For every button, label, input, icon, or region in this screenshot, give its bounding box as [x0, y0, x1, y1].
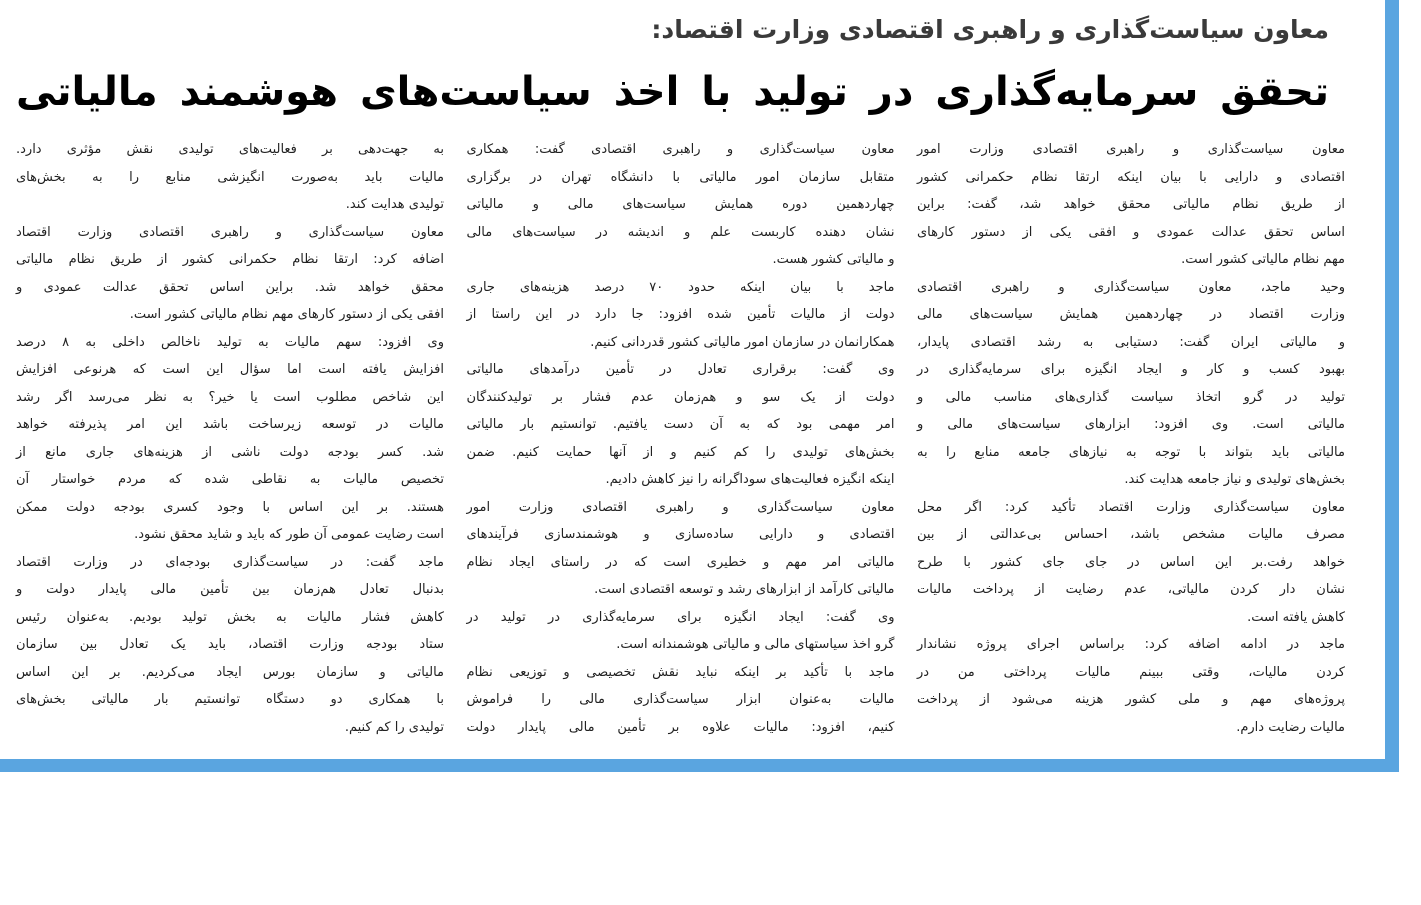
text-line: به جهت‌دهی بر فعالیت‌های تولیدی نقش مؤثری دارد. [16, 142, 444, 157]
text-line: تولیدی را کم کنیم. [344, 719, 444, 735]
text-line: مالیاتی امر مهم و خطیری است که در راستای ایجاد نظام [466, 554, 895, 570]
text-line: خواهد رفت.بر این اساس در جای جای کشور با طرح [917, 554, 1345, 570]
text-line: مهم نظام مالیاتی کشور است. [1181, 252, 1345, 267]
text-line: معاون سیاست‌گذاری و راهبری اقتصادی گفت: همکاری [466, 142, 895, 157]
text-line: وی افزود: سهم مالیات به تولید ناخالص داخلی به ۸ درصد [16, 334, 445, 350]
text-line: متقابل سازمان امور مالیاتی با دانشگاه تهران در برگزاری [466, 169, 895, 185]
article-columns [16, 136, 1345, 741]
text-line: ماجد گفت: در سیاست‌گذاری بودجه‌ای در وزارت اقتصاد [16, 554, 444, 570]
text-line: کنیم، افزود: مالیات علاوه بر تأمین مالی پایدار دولت [466, 719, 895, 735]
text-line: معاون سیاست‌گذاری وزارت اقتصاد تأکید کرد: اگر محل [917, 499, 1345, 515]
text-line: مالیات به‌عنوان ابزار سیاست‌گذاری مالی را فراموش [466, 692, 895, 707]
text-line: دولت از مالیات تأمین شده افزود: جا دارد در این راستا از [466, 307, 895, 322]
text-line: همکارانمان در سازمان امور مالیاتی کشور قدردانی کنیم. [590, 334, 895, 350]
text-line: کاهش یافته است. [1247, 609, 1345, 625]
text-line: بهبود کسب و کار و ایجاد انگیزه برای سرمایه‌گذاری در [917, 362, 1345, 377]
text-line: با همکاری دو دستگاه توانستیم بار مالیاتی بخش‌های [16, 692, 444, 707]
text-line: اینکه انگیزه فعالیت‌های سوداگرانه را نیز کاهش دادیم. [605, 472, 895, 487]
text-line: نشان دار کردن مالیاتی، عدم رضایت از پرداخت مالیات [917, 582, 1345, 597]
text-line: کاهش فشار مالیات به بخش تولید بودیم. به‌عنوان رئیس [16, 609, 444, 625]
text-line: وی گفت: برقراری تعادل در تأمین درآمدهای مالیاتی [466, 362, 895, 377]
text-line: اضافه کرد: ارتقا نظام حکمرانی کشور از طریق نظام مالیاتی [16, 252, 444, 267]
text-line: ستاد بودجه وزارت اقتصاد، باید یک تعادل بین سازمان [16, 637, 444, 652]
text-line: اساس تحقق عدالت عمودی و افقی یکی از دستور کارهای [917, 224, 1345, 240]
text-line: بخش‌های تولیدی را کم کنیم و از آنها حمایت کنیم. ضمن [466, 444, 895, 460]
text-line: معاون سیاست‌گذاری و راهبری اقتصادی وزارت امور [917, 142, 1345, 157]
text-line: مالیاتی و سازمان بورس ایجاد می‌کردیم. بر این اساس [16, 664, 444, 680]
text-line: کردن مالیات، وقتی ببینم مالیات پرداختی من در [917, 664, 1345, 680]
text-line: پروژه‌های مهم و ملی کشور هزینه می‌شود از پرداخت [917, 692, 1345, 707]
text-line: نشان دهنده کاربست علم و اندیشه در سیاست‌های مالی [466, 224, 895, 240]
article-column-3 [16, 136, 444, 741]
article-kicker: معاون سیاست‌گذاری و راهبری اقتصادی وزارت اقتصاد: [651, 15, 1329, 44]
text-line: افزایش یافته است اما سؤال این است که هرنوعی افزایش [16, 362, 444, 377]
text-line: مالیات در توسعه زیرساخت باشد این امر پذیرفته خواهد [16, 417, 444, 432]
text-line: وحید ماجد، معاون سیاست‌گذاری و راهبری اقتصادی [917, 279, 1345, 295]
text-line: محقق خواهد شد. براین اساس تحقق عدالت عمودی و [16, 279, 444, 295]
text-line: ماجد با بیان اینکه حدود ۷۰ درصد هزینه‌های جاری [466, 279, 895, 295]
text-line: تخصیص مالیات به نقاطی شده که مردم خواستار آن [16, 472, 444, 487]
text-line: معاون سیاست‌گذاری و راهبری اقتصادی وزارت امور [466, 499, 895, 515]
text-line: مالیاتی است. وی افزود: ابزارهای سیاست‌های مالی و [917, 417, 1345, 432]
text-line: شد. کسر بودجه دولت ناشی از هزینه‌های جاری مانع از [16, 444, 444, 460]
text-line: است رضایت عمومی آن طور که باید و شاید محقق نشود. [134, 527, 444, 542]
article-column-2 [467, 136, 895, 741]
text-line: ماجد در ادامه اضافه کرد: براساس اجرای پروژه نشاندار [917, 637, 1345, 652]
text-line: و مالیاتی کشور هست. [772, 252, 895, 267]
article-column-1 [917, 136, 1345, 741]
text-line: افقی یکی از دستور کارهای مهم نظام مالیاتی کشور است. [129, 307, 444, 322]
text-line: هستند. بر این اساس با وجود کسری بودجه دولت ممکن [16, 499, 444, 515]
text-line: این شاخص مطلوب است یا خیر؟ به نظر می‌رسد اگر رشد [16, 389, 444, 405]
text-line: ماجد با تأکید بر اینکه نباید نقش تخصیصی و توزیعی نظام [466, 664, 895, 680]
text-line: تولیدی هدایت کند. [345, 197, 444, 212]
text-line: اقتصادی و دارایی ساده‌سازی و هوشمندسازی فرآیندهای [466, 527, 895, 542]
text-line: وزارت اقتصاد در چهاردهمین همایش سیاست‌های مالی [917, 307, 1345, 322]
text-line: چهاردهمین دوره همایش سیاست‌های مالی و مالیاتی [466, 197, 895, 212]
text-line: بخش‌های تولیدی و نیاز جامعه هدایت کند. [1124, 472, 1345, 487]
text-line: گرو اخذ سیاستهای مالی و مالیاتی هوشمندانه است. [616, 637, 895, 652]
text-line: امر مهمی بود که به آن دست یافتیم. توانستیم بار مالیاتی [466, 417, 895, 432]
text-line: از طریق نظام مالیاتی محقق خواهد شد، گفت: براین [917, 197, 1345, 212]
text-line: مالیاتی کارآمد از ابزارهای رشد و توسعه اقتصادی است. [594, 582, 895, 597]
text-line: و مالیاتی ایران گفت: دستیابی به رشد اقتصادی پایدار، [917, 334, 1345, 350]
text-line: وی گفت: ایجاد انگیزه برای سرمایه‌گذاری در تولید در [466, 609, 895, 625]
text-line: دولت از یک سو و هم‌زمان عدم فشار بر تولیدکنندگان [466, 389, 895, 405]
text-line: مالیاتی باید بتواند با توجه به نیازهای جامعه منابع را به [917, 444, 1345, 460]
text-line: مصرف مالیات مشخص باشد، احساس بی‌عدالتی از بین [917, 527, 1345, 542]
text-line: مالیات رضایت دارم. [1236, 719, 1345, 735]
text-line: معاون سیاست‌گذاری و راهبری اقتصادی وزارت اقتصاد [16, 224, 444, 240]
article-headline: تحقق سرمایه‌گذاری در تولید با اخذ سیاست‌های هوشمند مالیاتی [16, 69, 1329, 115]
text-line: تولید در گرو اتخاذ سیاست گذاری‌های مناسب مالی و [917, 389, 1345, 405]
text-line: بدنبال تعادل هم‌زمان بین تأمین مالی پایدار دولت و [16, 582, 444, 597]
text-line: اقتصادی و دارایی با بیان اینکه ارتقا نظام حکمرانی کشور [917, 169, 1345, 185]
text-line: مالیات باید به‌صورت انگیزشی منابع را به بخش‌های [16, 169, 444, 185]
